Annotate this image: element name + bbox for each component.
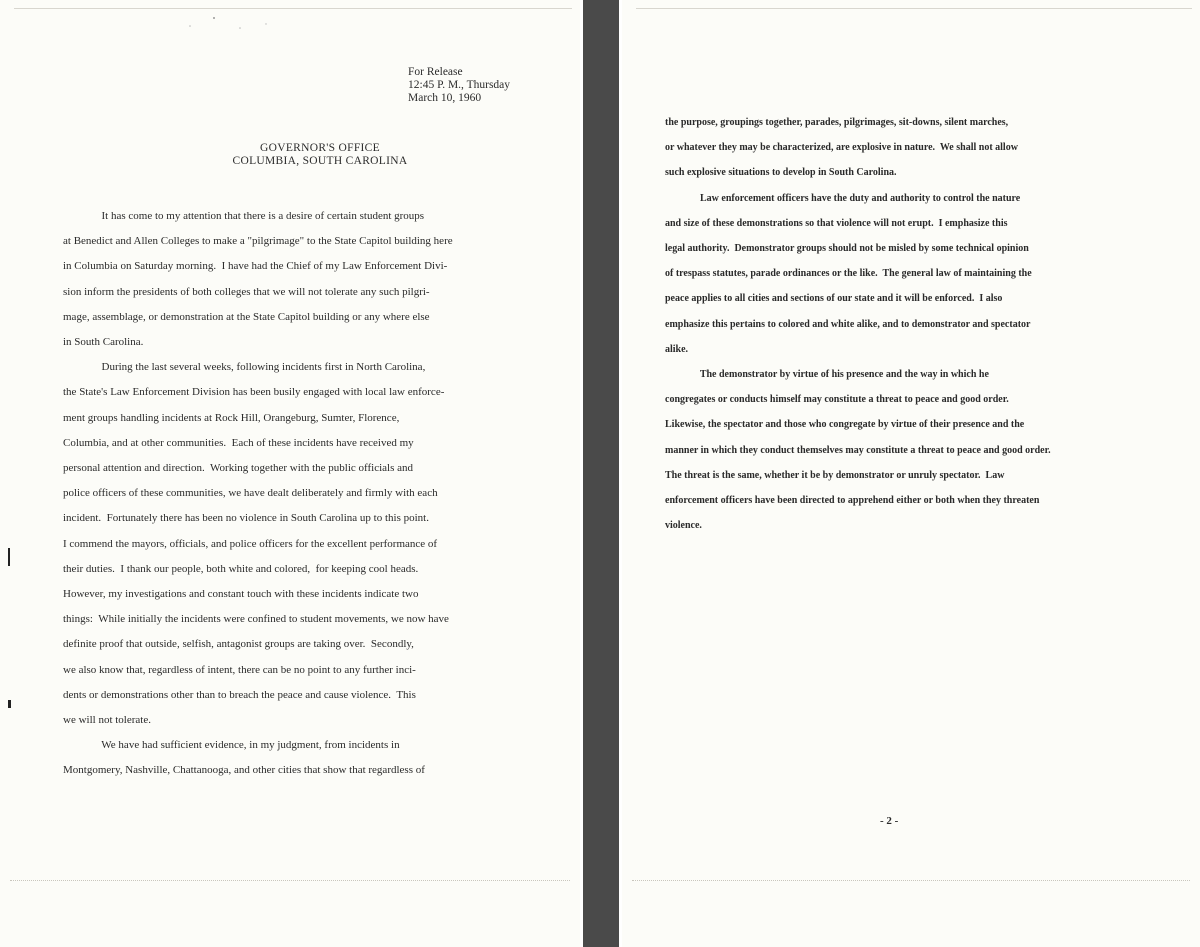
- text-line: personal attention and direction. Working together with the public officials and: [63, 462, 414, 475]
- text-line: incident. Fortunately there has been no violence in South Carolina up to this point.: [63, 512, 429, 525]
- text-line: violence.: [665, 520, 702, 532]
- text-line: such explosive situations to develop in South Carolina.: [665, 167, 897, 179]
- text-line: at Benedict and Allen Colleges to make a "pilgrimage" to the State Capitol building here: [63, 235, 453, 248]
- office-name: GOVERNOR'S OFFICE: [260, 142, 380, 154]
- page-top-edge: [14, 8, 572, 9]
- page-1-body: [63, 204, 453, 784]
- margin-mark: [8, 548, 10, 566]
- text-line: the State's Law Enforcement Division has been busily engaged with local law enforce-: [63, 386, 445, 399]
- text-line: in South Carolina.: [63, 336, 144, 349]
- text-line: definite proof that outside, selfish, antagonist groups are taking over. Secondly,: [63, 638, 414, 651]
- page-divider: [583, 0, 619, 947]
- text-line: We have had sufficient evidence, in my judgment, from incidents in: [63, 739, 400, 752]
- text-line: we also know that, regardless of intent, there can be no point to any further inci-: [63, 663, 416, 676]
- text-line: police officers of these communities, we have dealt deliberately and firmly with each: [63, 487, 438, 500]
- text-line: mage, assemblage, or demonstration at the State Capitol building or any where else: [63, 310, 430, 323]
- text-line: enforcement officers have been directed to apprehend either or both when they threaten: [665, 495, 1040, 507]
- text-line: alike.: [665, 343, 689, 355]
- text-line: congregates or conducts himself may constitute a threat to peace and good order.: [665, 394, 1009, 406]
- text-line: sion inform the presidents of both colleges that we will not tolerate any such pilgri-: [63, 285, 430, 298]
- text-line: peace applies to all cities and sections of our state and it will be enforced. I also: [665, 293, 1003, 305]
- text-line: Likewise, the spectator and those who congregate by virtue of their presence and the: [665, 419, 1025, 431]
- text-line: and size of these demonstrations so that violence will not erupt. I emphasize this: [665, 217, 1008, 229]
- margin-mark: [8, 700, 11, 708]
- text-line: things: While initially the incidents were confined to student movements, we now have: [63, 613, 449, 626]
- release-line: For Release: [408, 66, 463, 78]
- text-line: emphasize this pertains to colored and white alike, and to demonstrator and spectator: [665, 318, 1031, 330]
- text-line: During the last several weeks, following incidents first in North Carolina,: [63, 361, 426, 374]
- text-line: I commend the mayors, officials, and police officers for the excellent performance of: [63, 537, 438, 550]
- text-line: manner in which they conduct themselves may constitute a threat to peace and good order.: [665, 444, 1051, 456]
- text-line: their duties. I thank our people, both white and colored, for keeping cool heads.: [63, 562, 419, 575]
- text-line: ment groups handling incidents at Rock Hill, Orangeburg, Sumter, Florence,: [63, 411, 400, 424]
- release-line: 12:45 P. M., Thursday: [408, 79, 511, 91]
- release-block: [408, 66, 510, 105]
- text-line: the purpose, groupings together, parades, pilgrimages, sit-downs, silent marches,: [665, 117, 1009, 128]
- paper-specks: [170, 12, 290, 36]
- text-line: of trespass statutes, parade ordinances or the like. The general law of maintaining the: [665, 268, 1032, 280]
- text-line: The demonstrator by virtue of his presence and the way in which he: [665, 369, 989, 381]
- page-bottom-edge: [10, 880, 570, 881]
- text-line: Law enforcement officers have the duty and authority to control the nature: [665, 192, 1021, 204]
- office-location: COLUMBIA, SOUTH CAROLINA: [232, 155, 408, 167]
- text-line: we will not tolerate.: [63, 714, 151, 727]
- text-line: Montgomery, Nashville, Chattanooga, and other cities that show that regardless of: [63, 764, 425, 777]
- text-line: However, my investigations and constant touch with these incidents indicate two: [63, 588, 419, 601]
- text-line: in Columbia on Saturday morning. I have had the Chief of my Law Enforcement Divi-: [63, 260, 448, 273]
- text-line: legal authority. Demonstrator groups should not be misled by some technical opinion: [665, 243, 1029, 255]
- page-top-edge: [636, 8, 1192, 9]
- text-line: dents or demonstrations other than to breach the peace and cause violence. This: [63, 688, 416, 701]
- text-line: Columbia, and at other communities. Each of these incidents have received my: [63, 436, 414, 449]
- release-line: March 10, 1960: [408, 92, 482, 104]
- text-line: The threat is the same, whether it be by demonstrator or unruly spectator. Law: [665, 469, 1005, 481]
- page-number: - 2 -: [880, 815, 899, 827]
- page-2-body: [665, 110, 1051, 538]
- page-bottom-edge: [632, 880, 1190, 881]
- office-heading: [0, 142, 640, 168]
- text-line: It has come to my attention that there is a desire of certain student groups: [63, 210, 425, 222]
- text-line: or whatever they may be characterized, are explosive in nature. We shall not allow: [665, 142, 1018, 154]
